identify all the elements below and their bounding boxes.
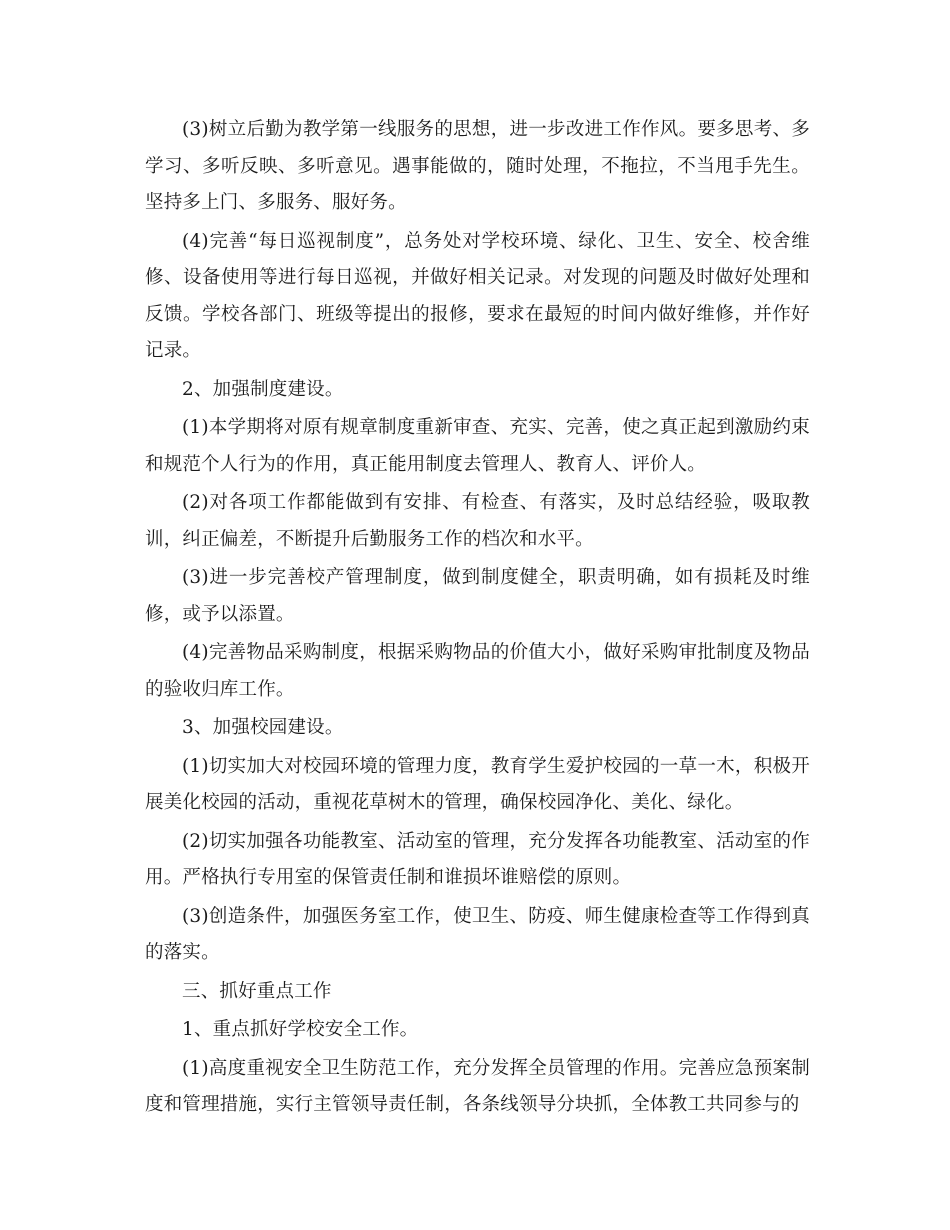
paragraph-infirmary: (3)创造条件，加强医务室工作，使卫生、防疫、师生健康检查等工作得到真的落实。 [145,905,810,963]
section-heading-system-building: 2、加强制度建设。 [182,378,344,400]
paragraph-asset-management: (3)进一步完善校产管理制度，做到制度健全，职责明确，如有损耗及时维修，或予以添置。 [145,567,810,625]
paragraph-function-rooms: (2)切实加强各功能教室、活动室的管理，充分发挥各功能教室、活动室的作用。严格执行专用室的保管责任制和谁损坏谁赔偿的原则。 [145,830,810,888]
paragraph-work-arrangement: (2)对各项工作都能做到有安排、有检查、有落实，及时总结经验，吸取教训，纠正偏差，不断提升后勤服务工作的档次和水平。 [145,492,810,550]
paragraph-safety-prevention: (1)高度重视安全卫生防范工作，充分发挥全员管理的作用。完善应急预案制度和管理措施，实行主管领导责任制，各条线领导分块抓，全体教工共同参与的 [145,1057,810,1115]
document-page [145,112,810,1126]
paragraph-review-regulations: (1)本学期将对原有规章制度重新审查、充实、完善，使之真正起到激励约束和规范个人行为的作用，真正能用制度去管理人、教育人、评价人。 [145,417,810,475]
section-heading-campus-building: 3、加强校园建设。 [182,717,344,738]
section-heading-key-work: 三、抓好重点工作 [182,980,332,1002]
subsection-heading-safety-work: 1、重点抓好学校安全工作。 [182,1019,419,1040]
paragraph-logistics-service-attitude: (3)树立后勤为教学第一线服务的思想，进一步改进工作作风。要多思考、多学习、多听反映、多听意见。遇事能做的，随时处理，不拖拉，不当甩手先生。坚持多上门、多服务、服好务。 [145,119,810,213]
paragraph-procurement: (4)完善物品采购制度，根据采购物品的价值大小，做好采购审批制度及物品的验收归库工作。 [145,642,810,700]
paragraph-campus-environment: (1)切实加大对校园环境的管理力度，教育学生爱护校园的一草一木，积极开展美化校园的活动，重视花草树木的管理，确保校园净化、美化、绿化。 [145,755,810,813]
paragraph-daily-inspection: (4)完善“每日巡视制度”，总务处对学校环境、绿化、卫生、安全、校舍维修、设备使用等进行每日巡视，并做好相关记录。对发现的问题及时做好处理和反馈。学校各部门、班级等提出的报修，要求在最短的时间内做好维修，并作好记录。 [145,230,810,361]
